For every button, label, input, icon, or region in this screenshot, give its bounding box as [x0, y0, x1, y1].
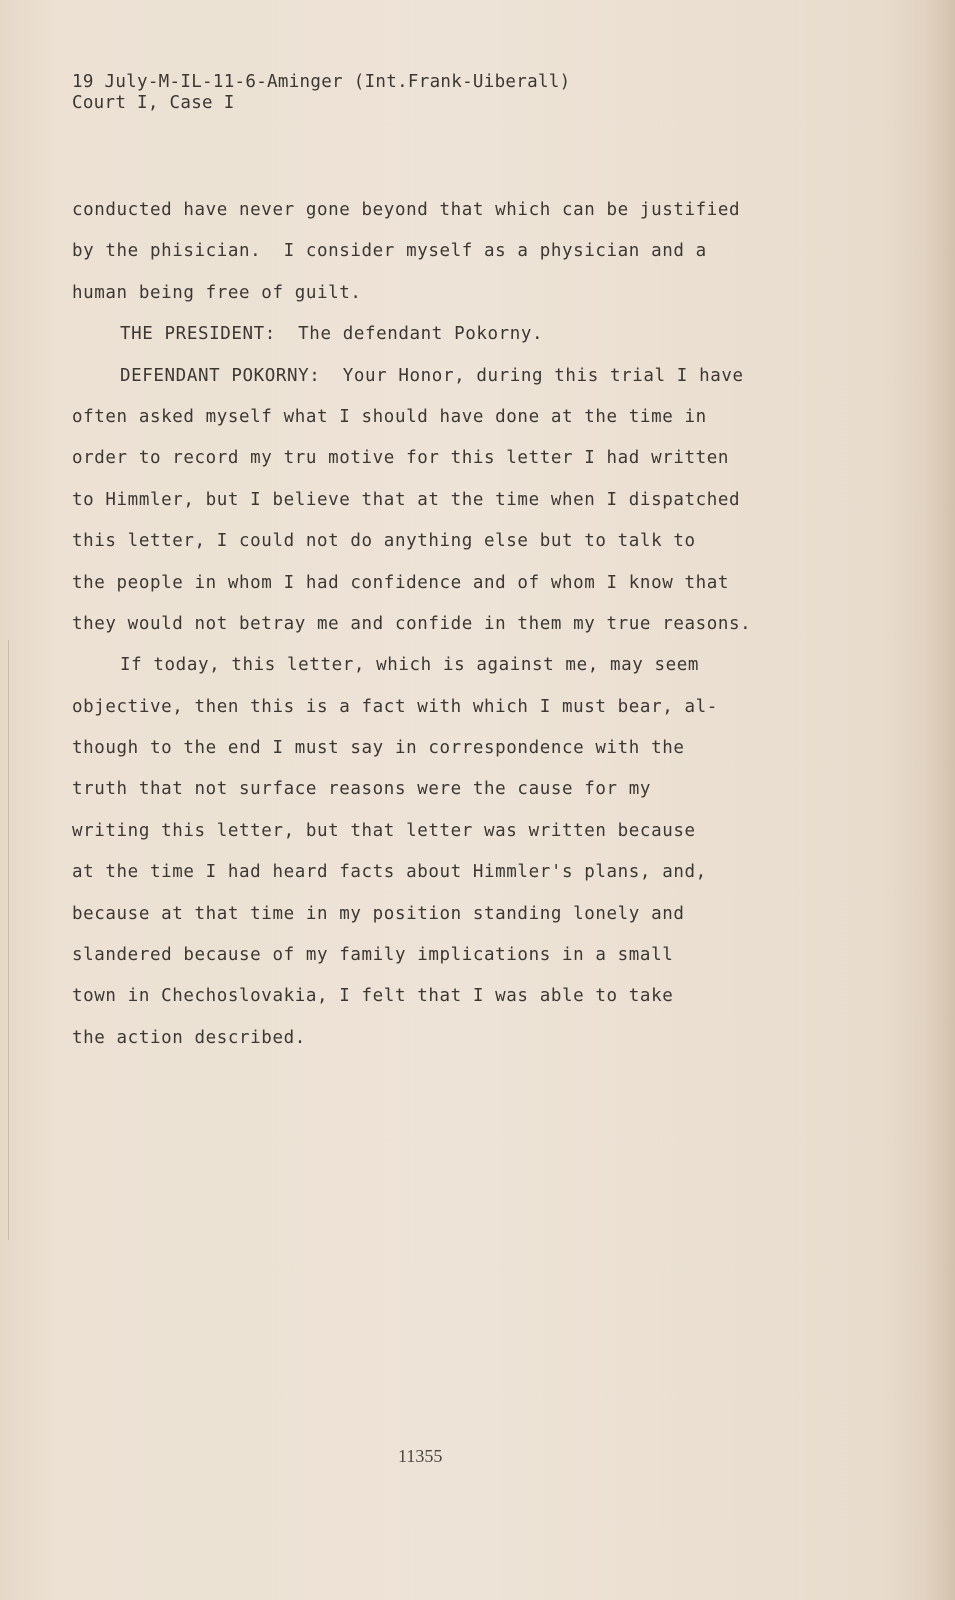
- header-court: Court I, Case I: [72, 93, 235, 113]
- header-case-reference: 19 July-M-IL-11-6-Aminger (Int.Frank-Uiberall): [72, 72, 571, 92]
- transcript-line: slandered because of my family implications in a small: [72, 945, 674, 966]
- transcript-line: at the time I had heard facts about Himmler's plans, and,: [72, 862, 707, 883]
- transcript-line: to Himmler, but I believe that at the time when I dispatched: [72, 489, 741, 510]
- transcript-line: because at that time in my position standing lonely and: [72, 903, 685, 924]
- transcript-line: human being free of guilt.: [72, 282, 362, 303]
- transcript-line: they would not betray me and confide in them my true reasons.: [72, 613, 752, 634]
- transcript-line: often asked myself what I should have done at the time in: [72, 406, 707, 427]
- transcript-line: though to the end I must say in correspondence with the: [72, 738, 685, 759]
- transcript-line: truth that not surface reasons were the cause for my: [72, 779, 652, 800]
- transcript-line: by the phisician. I consider myself as a physician and a: [72, 241, 707, 262]
- transcript-line: this letter, I could not do anything else but to talk to: [72, 531, 696, 552]
- paragraph-start-line: If today, this letter, which is against me, may seem: [120, 655, 700, 676]
- document-header: [72, 72, 570, 114]
- speaker-line-defendant: DEFENDANT POKORNY: Your Honor, during this trial I have: [120, 365, 744, 386]
- page-number: 11355: [398, 1446, 443, 1466]
- transcript-line: conducted have never gone beyond that which can be justified: [72, 200, 741, 220]
- page-crease: [8, 640, 9, 1240]
- speaker-line-president: THE PRESIDENT: The defendant Pokorny.: [120, 324, 544, 345]
- transcript-body: [72, 190, 832, 1059]
- transcript-line: objective, then this is a fact with which I must bear, al-: [72, 696, 718, 717]
- transcript-line: order to record my tru motive for this letter I had written: [72, 448, 730, 469]
- transcript-line: the action described.: [72, 1027, 306, 1048]
- page-edge-shadow: [925, 0, 955, 1600]
- transcript-line: the people in whom I had confidence and of whom I know that: [72, 572, 730, 593]
- transcript-line: town in Chechoslovakia, I felt that I was able to take: [72, 986, 674, 1007]
- transcript-line: writing this letter, but that letter was written because: [72, 820, 696, 841]
